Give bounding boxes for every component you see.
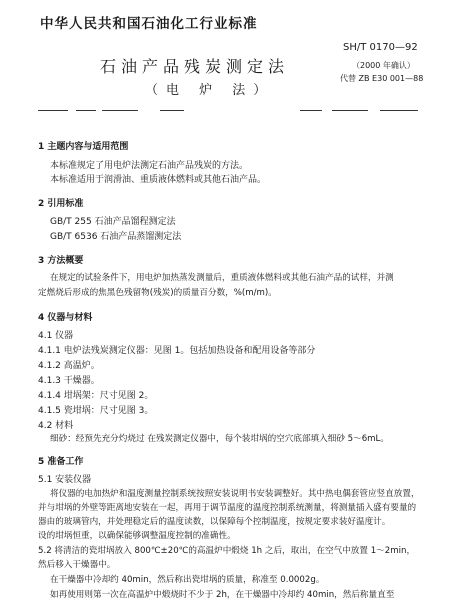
- section-1-title: 1 主题内容与适用范围: [38, 142, 129, 152]
- section-3-paragraph-line-2: 定燃烧后形成的焦黑色残留物(残炭)的质量百分数，%(m/m)。: [38, 288, 277, 298]
- clause-4-1-3: 4.1.3 干燥器。: [38, 376, 100, 386]
- clause-4-1-4: 4.1.4 坩埚架：尺寸见图 2。: [38, 391, 154, 401]
- clause-5-2-line-4: 如再使用则第一次在高温炉中煅烧时不少于 2h，在干燥器中冷却约 40min，然后称量直至: [50, 590, 395, 600]
- confirmation-year: （2000 年确认）: [352, 61, 415, 70]
- clause-4-1-2: 4.1.2 高温炉。: [38, 361, 100, 371]
- section-3-paragraph-line-1: 在规定的试验条件下，用电炉加热蒸发测量后，重质液体燃料或其他石油产品的试样，并测: [50, 273, 394, 283]
- clause-4-1-1: 4.1.1 电炉法残炭测定仪器：见图 1。包括加热设备和配用设备等部分: [38, 346, 316, 356]
- standard-number: SH/T 0170—92: [343, 42, 418, 53]
- section-3-title: 3 方法概要: [38, 256, 84, 266]
- clause-4-1: 4.1 仪器: [38, 331, 74, 341]
- issuing-organization: 中华人民共和国石油化工行业标准: [40, 16, 258, 32]
- clause-5-2-line-2: 然后移入干燥器中。: [38, 560, 116, 570]
- clause-5-1: 5.1 安装仪器: [38, 475, 92, 485]
- clause-5-1-line-1: 将仪器的电加热炉和温度测量控制系统按照安装说明书安装调整好。其中热电偶套管应竖直放置，: [50, 489, 420, 499]
- clause-5-1-line-3: 器由的玻璃管内，并处理稳定后的温度读数，以保障每个控制温度，按规定要求装好温度计。: [38, 517, 391, 527]
- document-subtitle: （电 炉 法）: [145, 83, 275, 98]
- header-rule-5: [300, 110, 322, 111]
- section-1-paragraph-2: 本标准适用于润滑油、重质液体燃料或其他石油产品。: [50, 175, 267, 185]
- clause-5-1-line-4: 设的坩埚恒重，以确保能够调整温度控制的准确性。: [38, 531, 236, 541]
- header-rule-4: [160, 110, 184, 111]
- clause-4-1-5: 4.1.5 瓷坩埚：尺寸见图 3。: [38, 406, 154, 416]
- clause-4-2: 4.2 材料: [38, 421, 74, 431]
- clause-5-2: 5.2 将清洁的瓷坩埚放入 800℃±20℃的高温炉中煅烧 1h 之后，取出，在空气中放置 1～2min，: [38, 546, 416, 556]
- clause-5-2-line-3: 在干燥器中冷却约 40min，然后称出瓷坩埚的质量，称准至 0.0002g。: [50, 575, 325, 585]
- header-rule-1: [38, 110, 68, 111]
- header-rule-7: [380, 110, 418, 111]
- header-rule-2: [76, 110, 96, 111]
- replaces-standard: 代替 ZB E30 001—88: [340, 74, 424, 83]
- reference-standard-1: GB/T 255 石油产品馏程测定法: [50, 217, 176, 227]
- section-5-title: 5 准备工作: [38, 457, 84, 467]
- reference-standard-2: GB/T 6536 石油产品蒸馏测定法: [50, 232, 182, 242]
- section-4-title: 4 仪器与材料: [38, 313, 93, 323]
- section-2-title: 2 引用标准: [38, 199, 84, 209]
- clause-4-2-paragraph: 细砂：经预先充分灼烧过 在残炭测定仪器中，每个装坩埚的空穴底部填入细砂 5～6mL。: [50, 434, 389, 444]
- clause-5-1-line-2: 并与坩埚的外壁等距离地安装在一起，再用于调节温度的温度控制系统测量，将测量插入盛有要量的: [38, 503, 417, 513]
- header-rule-6: [332, 110, 368, 111]
- document-title: 石油产品残炭测定法: [100, 57, 290, 76]
- header-rule-3: [102, 110, 138, 111]
- section-1-paragraph-1: 本标准规定了用电炉法测定石油产品残炭的方法。: [50, 161, 249, 171]
